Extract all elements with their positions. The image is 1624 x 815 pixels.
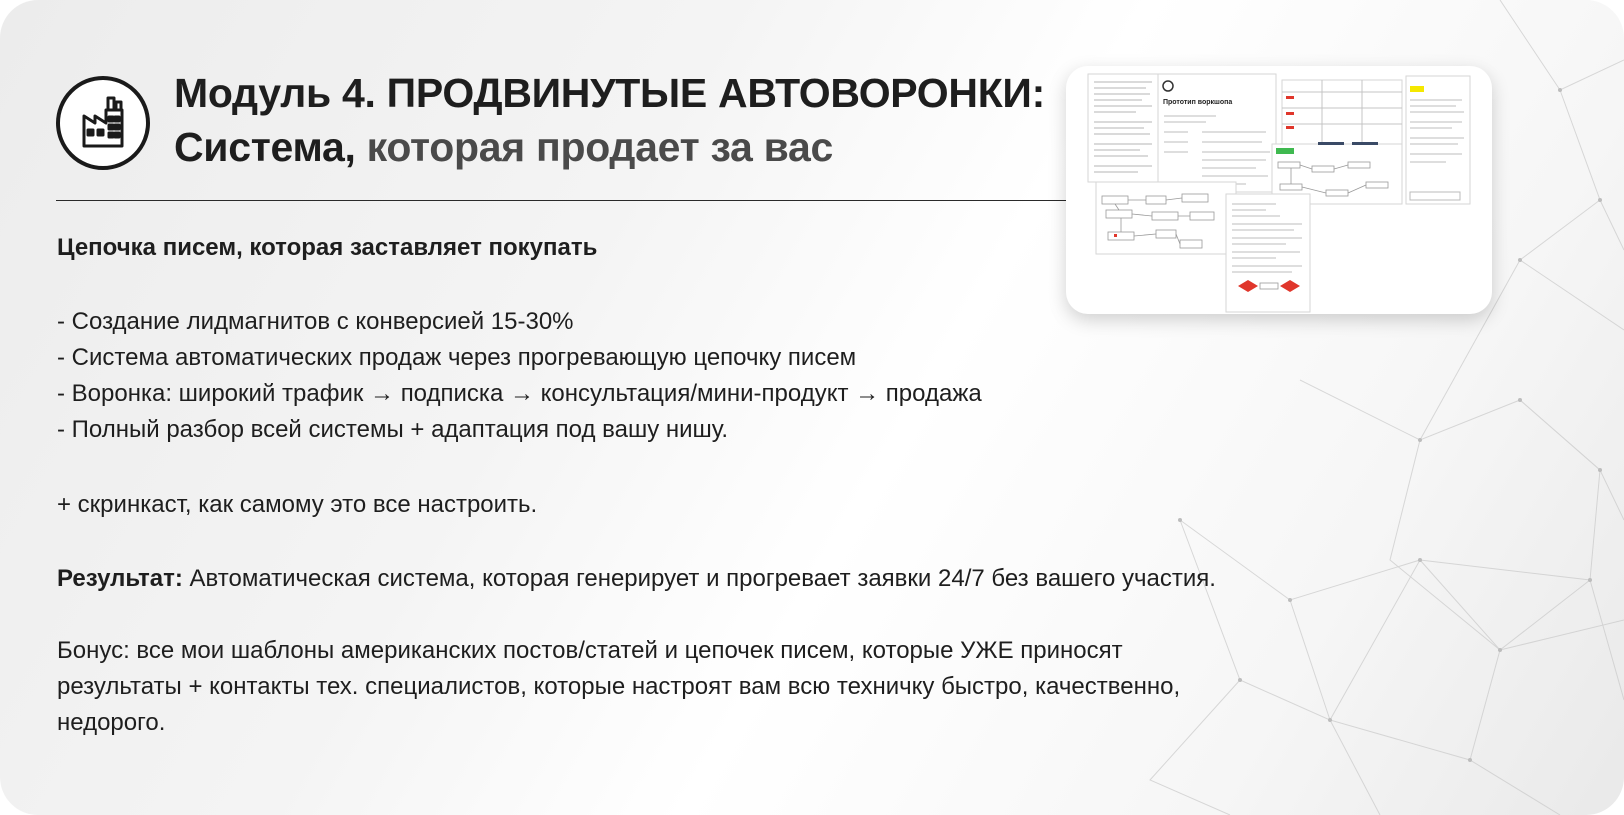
preview-doc-title: Прототип воркшопа [1163,99,1233,106]
bonus-paragraph [57,633,1180,741]
module-title [174,66,1045,174]
list-item: - Создание лидмагнитов с конверсией 15-30% [57,308,574,335]
title-line1-bold: Модуль 4. [174,70,376,116]
bullet-list [57,304,982,448]
factory-icon [76,94,132,154]
result-label: Результат: [57,565,183,592]
bonus-line: результаты + контакты тех. специалистов, которые настроят вам всю техничку быстро, качественно, [57,673,1181,700]
title-line2-grey: которая продает за вас [355,124,833,170]
preview-collage [1066,66,1492,314]
factory-icon-badge [56,76,150,170]
list-item: - Воронка: широкий трафик → подписка → консультация/мини-продукт → продажа [57,380,982,407]
divider [56,200,1076,201]
bonus-line: недорого. [57,709,166,736]
workshop-preview-image [1066,66,1492,314]
result-paragraph [57,561,1216,597]
list-item: - Полный разбор всей системы + адаптация под вашу нишу. [57,416,729,443]
list-item: - Система автоматических продаж через прогревающую цепочку писем [57,344,857,371]
title-line1-grey: ПРОДВИНУТЫЕ АВТОВОРОНКИ: [375,70,1045,116]
title-line2-bold: Система, [174,124,356,170]
bonus-line: Бонус: все мои шаблоны американских постов/статей и цепочек писем, которые УЖЕ приносят [57,637,1123,664]
result-text: Автоматическая система, которая генерирует и прогревает заявки 24/7 без вашего участия. [182,565,1216,592]
screencast-note: + скринкаст, как самому это все настроить. [57,491,538,518]
section-subheading: Цепочка писем, которая заставляет покупать [57,234,598,261]
